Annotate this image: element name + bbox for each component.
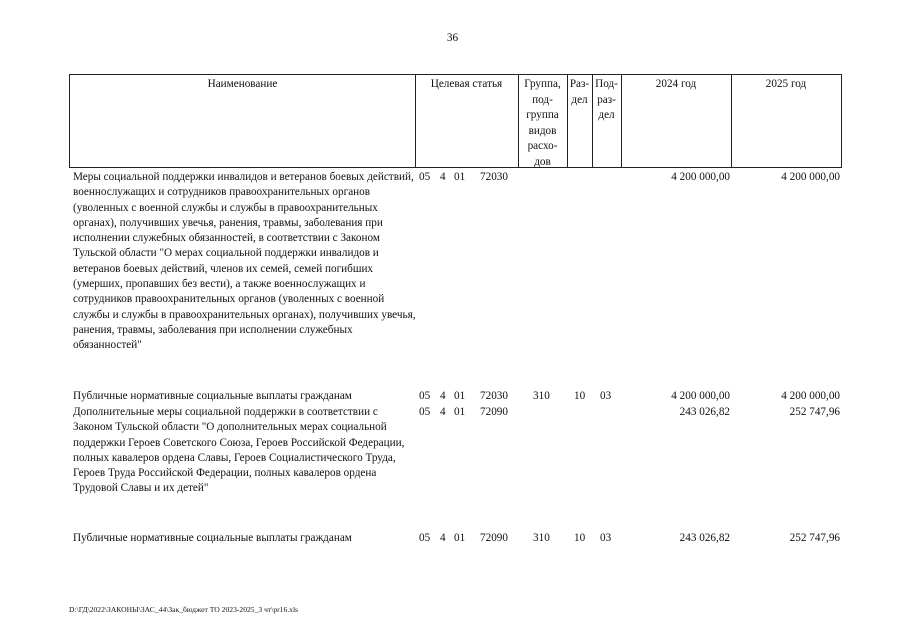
target-subprogram-code: 4 [440, 532, 446, 544]
target-event-code: 01 [454, 406, 466, 418]
target-direction-code: 72030 [480, 171, 508, 183]
target-direction-code: 72090 [480, 406, 508, 418]
target-subprogram-code: 4 [440, 406, 446, 418]
target-program-code: 05 [419, 171, 431, 183]
target-subprogram-code: 4 [440, 390, 446, 402]
row-name: Дополнительные меры социальной поддержки в соответствии с Законом Тульской области "О дополнительных мерах социальной поддержки Героев Советского Союза, Героев Российской Федерации, полных кавалеров ордена Славы, Героев Социалистического Труда, Героев Труда Российской Федерации, полных кавалеров ордена Трудовой Славы и их детей" [73, 406, 405, 495]
header-year-2024: 2024 год [655, 78, 697, 90]
target-direction-code: 72090 [480, 532, 508, 544]
target-program-code: 05 [419, 406, 431, 418]
target-direction-code: 72030 [480, 390, 508, 402]
file-path-footer: D:\ГД\2022\ЗАКОНЫ\ЗАС_44\Зак_бюджет ТО 2023-2025_3 чт\pr16.xls [69, 605, 299, 614]
target-program-code: 05 [419, 532, 431, 544]
section-value: 10 [574, 532, 586, 544]
amount-2025: 252 747,96 [789, 532, 840, 544]
header-year-2025: 2025 год [765, 78, 807, 90]
amount-2024: 243 026,82 [679, 406, 730, 418]
target-event-code: 01 [454, 171, 466, 183]
target-event-code: 01 [454, 390, 466, 402]
amount-2024: 4 200 000,00 [671, 171, 730, 183]
table-header [69, 74, 842, 168]
expense-group-value: 310 [533, 532, 550, 544]
header-target-article: Целевая статья [430, 78, 503, 90]
page-number: 36 [446, 32, 459, 44]
target-subprogram-code: 4 [440, 171, 446, 183]
header-subsection: Под- раз- дел [595, 78, 618, 121]
expense-group-value: 310 [533, 390, 550, 402]
row-name: Публичные нормативные социальные выплаты гражданам [73, 532, 352, 544]
header-name: Наименование [207, 78, 278, 90]
section-value: 10 [574, 390, 586, 402]
amount-2024: 4 200 000,00 [671, 390, 730, 402]
amount-2025: 4 200 000,00 [781, 390, 840, 402]
amount-2024: 243 026,82 [679, 532, 730, 544]
target-event-code: 01 [454, 532, 466, 544]
header-section: Раз- дел [569, 78, 590, 106]
amount-2025: 252 747,96 [789, 406, 840, 418]
row-name: Публичные нормативные социальные выплаты гражданам [73, 390, 352, 402]
target-program-code: 05 [419, 390, 431, 402]
row-name: Меры социальной поддержки инвалидов и ветеранов боевых действий, военнослужащих и сотрудников правоохранительных органов (уволенных с военной службы и службы в правоохранительных органах), получивших увечья, ранения, травмы, заболевания при исполнении служебных обязанностей, в соответствии с Законом Тульской области "О мерах социальной поддержки инвалидов и ветеранов боевых действий, членов их семей, семей погибших (умерших, пропавших без вести), а также военнослужащих и сотрудников правоохранительных органов (уволенных с военной службы и службы в правоохранительных органах), получивших увечья, ранения, травмы, заболевания при исполнении служебных обязанностей" [73, 171, 416, 352]
subsection-value: 03 [600, 390, 612, 402]
header-expense-group: Группа, под- группа видов расхо- дов [524, 78, 561, 168]
subsection-value: 03 [600, 532, 612, 544]
amount-2025: 4 200 000,00 [781, 171, 840, 183]
